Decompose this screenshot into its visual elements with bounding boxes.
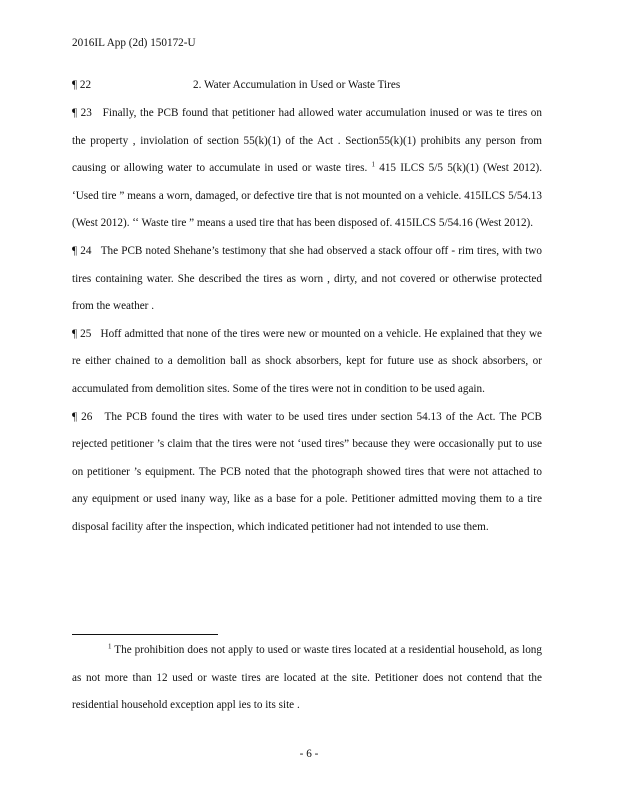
paragraph-number: ¶ 26 bbox=[72, 410, 93, 423]
paragraph-text: 415 ILCS 5/5 5(k)(1) (West 2012). ‘Used tire ” means a worn, damaged, or defective tire that is not mounted on a vehicle. 415ILCS 5/54.13 (West 2012). ‘‘ Waste tire ” means a used tire that has been disposed of. 415ILCS 5/54.16 (West 2012). bbox=[72, 162, 543, 230]
paragraph-text: The PCB found the tires with water to be used tires under section 54.13 of the Act. The PCB rejected petitioner ’s claim that the tires were not ‘used tires” because they were occasionally put to use on petitioner ’s equipment. The PCB noted that the photograph showed tires that were not attached to any equipment or used inany way, like as a base for a pole. Petitioner admitted moving them to a tire disposal facility after the inspection, which indicated petitioner had not intended to use them. bbox=[72, 410, 542, 533]
paragraph-number: ¶ 25 bbox=[72, 327, 92, 340]
paragraph-number: ¶ 22 bbox=[72, 79, 92, 91]
paragraph-24 bbox=[72, 238, 542, 321]
footnote-reference[interactable]: 1 bbox=[371, 160, 376, 169]
page-number: - 6 - bbox=[299, 748, 319, 760]
footnote bbox=[72, 637, 542, 720]
paragraph-26 bbox=[72, 404, 542, 542]
section-title: 2. Water Accumulation in Used or Waste Tires bbox=[193, 79, 401, 91]
paragraph-text: Finally, the PCB found that petitioner had allowed water accumulation inused or was te tires on the property , inviolation of section 55(k)(1) of the Act . Section55(k)(1) prohibits any person from causing or allowing water to accumulate in used or waste tires. bbox=[72, 107, 542, 175]
paragraph-number: ¶ 23 bbox=[72, 107, 92, 119]
paragraph-23 bbox=[72, 100, 542, 238]
footnote-separator bbox=[72, 634, 218, 635]
footnote-text: The prohibition does not apply to used or waste tires located at a residential household, as long as not more than 12 used or waste tires are located at the site. Petitioner does not contend that the residential household exception appl ies to its site . bbox=[72, 644, 542, 712]
paragraph-text: The PCB noted Shehane’s testimony that she had observed a stack offour off - rim tires, with two tires containing water. She described the tires as worn , dirty, and not covered or otherwise protected from the weather . bbox=[72, 244, 542, 313]
paragraph-number: ¶ 24 bbox=[72, 244, 92, 257]
paragraph-text: Hoff admitted that none of the tires were new or mounted on a vehicle. He explained that they we re either chained to a demolition ball as shock absorbers, kept for future use as shock absorbers, or accumulated from demolition sites. Some of the tires were not in condition to be used again. bbox=[72, 327, 542, 395]
case-citation-header: 2016IL App (2d) 150172-U bbox=[72, 37, 196, 49]
body-text bbox=[72, 100, 542, 542]
footnote-mark: 1 bbox=[108, 642, 112, 651]
paragraph-25 bbox=[72, 321, 542, 404]
